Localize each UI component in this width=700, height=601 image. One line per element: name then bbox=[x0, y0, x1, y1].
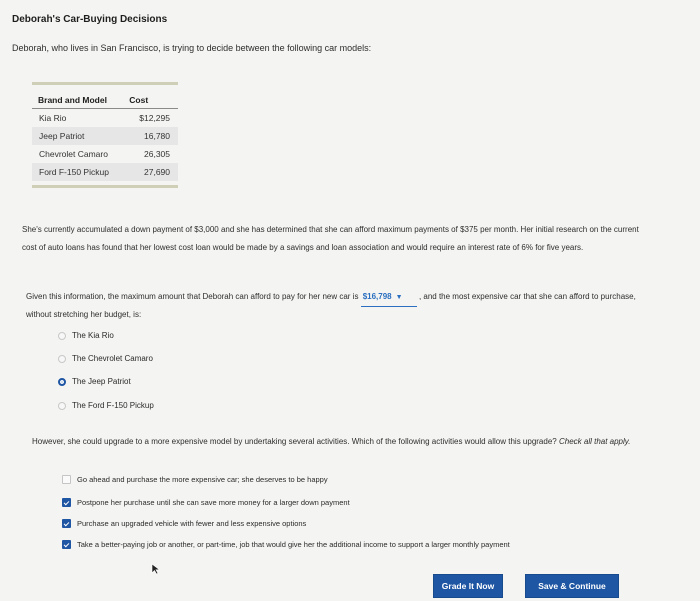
save-and-continue-button[interactable]: Save & Continue bbox=[525, 574, 619, 598]
cell-model: Jeep Patriot bbox=[32, 127, 125, 145]
car-table bbox=[32, 82, 178, 188]
mouse-cursor-icon bbox=[151, 563, 161, 575]
radio-button[interactable] bbox=[58, 402, 66, 410]
table-row bbox=[32, 163, 178, 181]
radio-label: The Ford F-150 Pickup bbox=[72, 401, 154, 410]
question-after: , and the most expensive car that she can afford to purchase, without stretching her budget, is: bbox=[26, 292, 636, 319]
checkbox-label: Go ahead and purchase the more expensive car; she deserves to be happy bbox=[77, 475, 328, 484]
radio-option-ford-f150[interactable] bbox=[58, 401, 154, 410]
table-row bbox=[32, 127, 178, 145]
cell-model: Kia Rio bbox=[39, 113, 67, 123]
cell-cost: 27,690 bbox=[125, 163, 178, 181]
dropdown-selected-value: $16,798 bbox=[362, 292, 392, 301]
page-title: Deborah's Car-Buying Decisions bbox=[12, 14, 168, 25]
max-amount-dropdown[interactable] bbox=[361, 289, 417, 307]
checkbox-label: Postpone her purchase until she can save more money for a larger down payment bbox=[77, 498, 350, 507]
radio-option-chevrolet-camaro[interactable] bbox=[58, 354, 153, 363]
checkbox[interactable] bbox=[62, 475, 71, 484]
intro-text: Deborah, who lives in San Francisco, is trying to decide between the following car models: bbox=[12, 43, 372, 53]
table-row bbox=[32, 145, 178, 163]
checkbox-label: Take a better-paying job or another, or part-time, job that would give her the additional income to support a larger monthly payment bbox=[77, 540, 510, 549]
checkbox-label: Purchase an upgraded vehicle with fewer and less expensive options bbox=[77, 519, 307, 528]
header-cost: Cost bbox=[125, 91, 178, 109]
checkbox-option-go-ahead[interactable] bbox=[62, 475, 328, 484]
radio-label: The Jeep Patriot bbox=[72, 377, 131, 386]
upgrade-text: However, she could upgrade to a more expensive model by undertaking several activities. Which of the following activities would allow this upgrade? bbox=[32, 437, 557, 446]
question-text bbox=[26, 289, 646, 323]
grade-it-now-button[interactable]: Grade It Now bbox=[433, 574, 503, 598]
upgrade-instruction: Check all that apply. bbox=[558, 437, 631, 446]
radio-label: The Kia Rio bbox=[72, 331, 114, 340]
checkbox-option-upgraded-vehicle[interactable] bbox=[62, 519, 306, 528]
table-row bbox=[32, 109, 178, 128]
header-brand-model: Brand and Model bbox=[32, 91, 125, 109]
checkbox-checked[interactable] bbox=[62, 540, 71, 549]
cell-cost: 26,305 bbox=[144, 149, 170, 159]
radio-button[interactable] bbox=[58, 355, 66, 363]
cell-cost: $12,295 bbox=[139, 113, 170, 123]
upgrade-question bbox=[32, 434, 632, 450]
radio-button[interactable] bbox=[58, 332, 66, 340]
radio-option-kia-rio[interactable] bbox=[58, 331, 114, 340]
cell-model: Ford F-150 Pickup bbox=[32, 163, 125, 181]
radio-option-jeep-patriot[interactable] bbox=[58, 377, 131, 386]
scenario-paragraph: She's currently accumulated a down payment of $3,000 and she has determined that she can afford maximum payments of $375 per month. Her initial research on the current cost of auto loans has found that her lowest cost loan would be made by a savings and loan association and would require an interest rate of 6% for five years. bbox=[22, 225, 639, 252]
radio-label: The Chevrolet Camaro bbox=[72, 354, 153, 363]
chevron-down-icon: ▼ bbox=[395, 294, 403, 301]
question-before: Given this information, the maximum amount that Deborah can afford to pay for her new car is bbox=[26, 292, 359, 301]
radio-button-selected[interactable] bbox=[58, 378, 66, 386]
checkbox-option-better-job[interactable] bbox=[62, 540, 510, 549]
checkbox-option-postpone[interactable] bbox=[62, 498, 350, 507]
checkbox-checked[interactable] bbox=[62, 498, 71, 507]
cell-cost: 16,780 bbox=[125, 127, 178, 145]
cell-model: Chevrolet Camaro bbox=[39, 149, 108, 159]
checkbox-checked[interactable] bbox=[62, 519, 71, 528]
